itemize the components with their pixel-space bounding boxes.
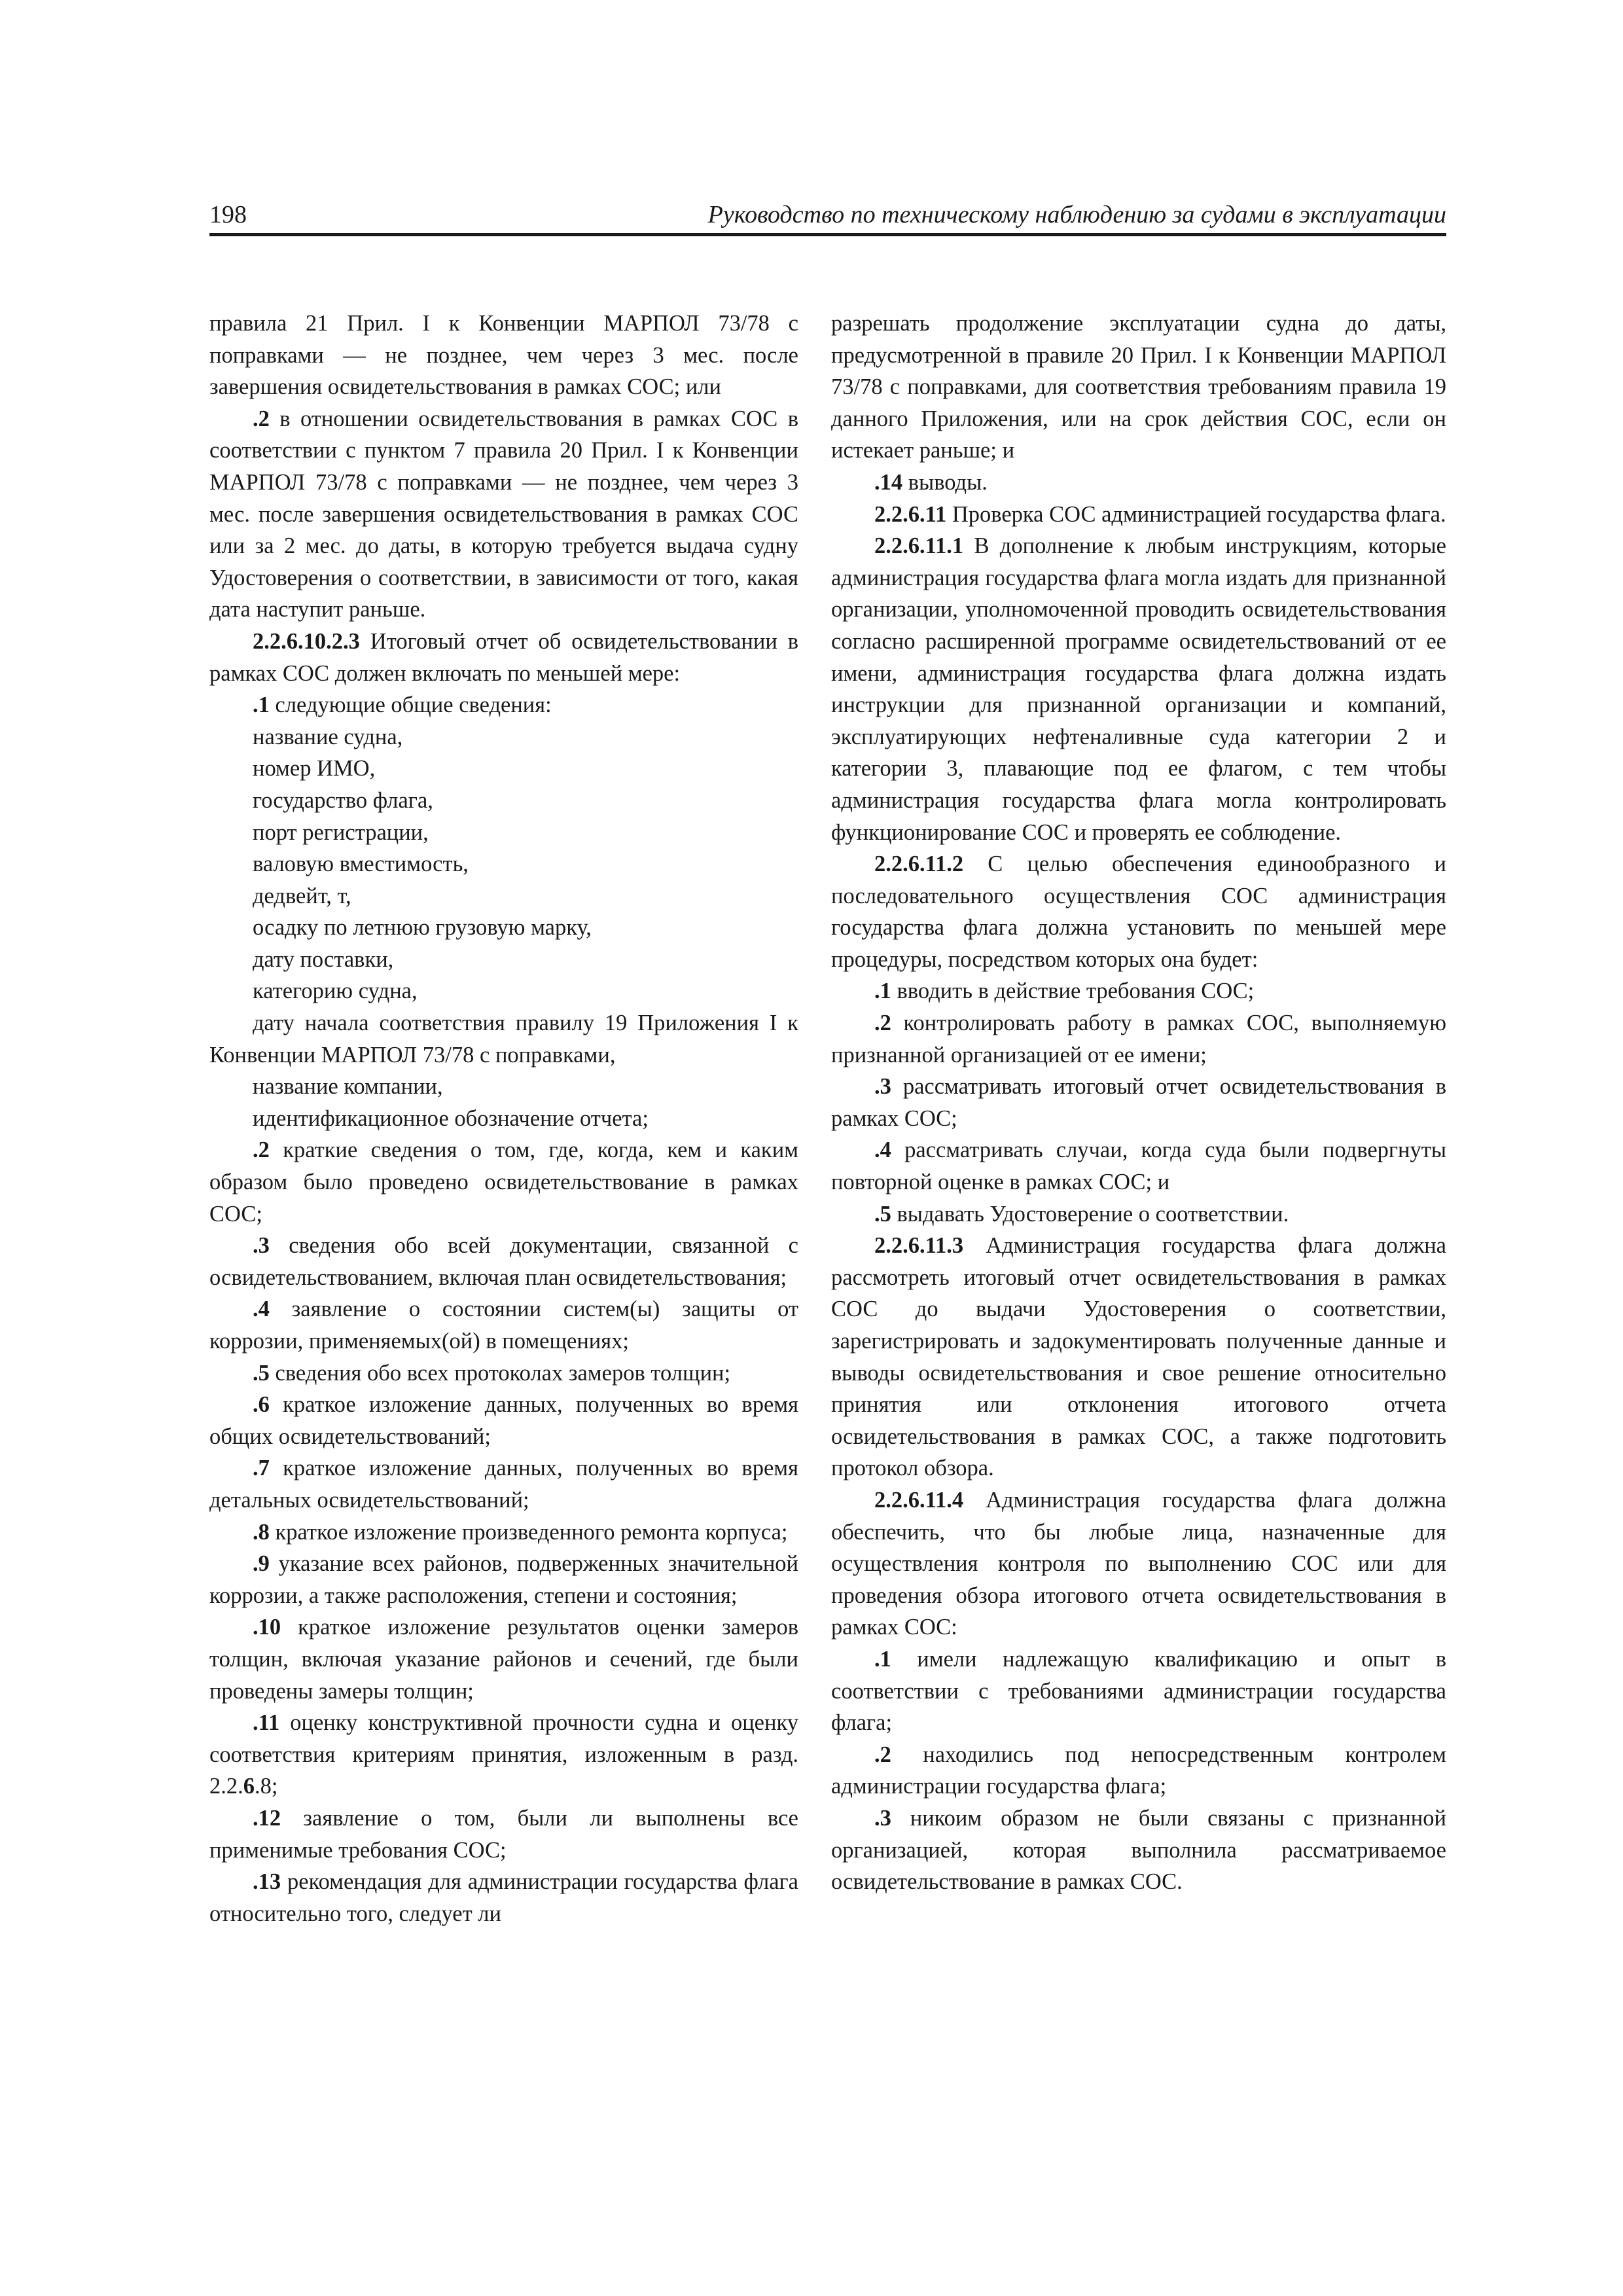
- item-number: .3: [253, 1233, 270, 1259]
- list-line: категорию судна,: [253, 978, 418, 1004]
- paragraph-text: Администрация государства флага должна обеспечить, что бы любые лица, назначенные для осуществления контроля по выполнению СОС или для проведения обзора итогового отчета освидетельствования в рамках СОС:: [831, 1487, 1446, 1640]
- section-number: 2.2.6.11.2: [874, 852, 964, 877]
- item-number: .5: [874, 1201, 891, 1227]
- list-line: государство флага,: [253, 787, 433, 813]
- item-number: .2: [874, 1742, 891, 1767]
- list-item: [209, 689, 798, 721]
- paragraph-text: вводить в действие требования СОС;: [891, 978, 1255, 1004]
- paragraph-text: рассматривать случаи, когда суда были подвергнуты повторной оценке в рамках СОС; и: [831, 1138, 1446, 1195]
- list-item: [831, 1198, 1446, 1230]
- list-item: [831, 975, 1446, 1007]
- list-line: название судна,: [253, 724, 403, 749]
- paragraph-text: заявление о состоянии систем(ы) защиты от коррозии, применяемых(ой) в помещениях;: [209, 1297, 798, 1354]
- paragraph-text: рассматривать итоговый отчет освидетельствования в рамках СОС;: [831, 1074, 1446, 1131]
- page-header: [209, 196, 1446, 236]
- list-item: [831, 1134, 1446, 1198]
- paragraph-text: Администрация государства флага должна рассмотреть итоговый отчет освидетельствования в рамках СОС до выдачи Удостоверения о соответствии, зарегистрировать и задокументировать полученные данные и выводы освидетельствования и свое решение относительно принятия или отклонения итогового отчета освидетельствования в рамках СОС, а также подготовить протокол обзора.: [831, 1233, 1446, 1481]
- section-number: 2.2.6.11.3: [874, 1233, 964, 1259]
- paragraph-text: Проверка СОС администрацией государства флага.: [946, 501, 1446, 527]
- paragraph-text: краткие сведения о том, где, когда, кем и каким образом было проведено освидетельствование в рамках СОС;: [209, 1138, 798, 1227]
- paragraph-text: рекомендация для администрации государства флага относительно того, следует ли: [209, 1869, 798, 1926]
- paragraph-text: никоим образом не были связаны с признанной организацией, которая выполнила рассматриваемое освидетельствование в рамках СОС.: [831, 1805, 1446, 1895]
- paragraph-text: краткое изложение данных, полученных во время детальных освидетельствований;: [209, 1456, 798, 1513]
- list-item: [209, 1452, 798, 1516]
- list-item: [209, 1548, 798, 1611]
- item-number: .1: [253, 692, 270, 718]
- paragraph-text: имели надлежащую квалификацию и опыт в соответствии с требованиями администрации государства флага;: [831, 1646, 1446, 1736]
- list-line: порт регистрации,: [253, 819, 429, 845]
- item-number: .4: [253, 1297, 270, 1322]
- paragraph-text: краткое изложение результатов оценки замеров толщин, включая указание районов и сечений, где были проведены замеры толщин;: [209, 1615, 798, 1704]
- list-item: [831, 1071, 1446, 1134]
- page-number: 198: [209, 201, 247, 228]
- item-number: .12: [253, 1805, 281, 1831]
- list-item: [209, 1357, 798, 1390]
- paragraph-text: следующие общие сведения:: [269, 692, 552, 718]
- section-number: 2.2.6.11: [874, 501, 947, 527]
- item-number: .1: [874, 978, 891, 1004]
- list-item: [209, 1389, 798, 1452]
- section-paragraph: [831, 499, 1446, 531]
- paragraph-text: сведения обо всей документации, связанной с освидетельствованием, включая план освидетельствования;: [209, 1233, 798, 1290]
- item-number: .10: [253, 1615, 281, 1640]
- paragraph: разрешать продолжение эксплуатации судна до даты, предусмотренной в правиле 20 Прил. I к Конвенции МАРПОЛ 73/78 с поправками, для соответствия требованиям правила 19 данного Приложения, или на срок действия СОС, если он истекает раньше; и: [831, 311, 1446, 463]
- paragraph: правила 21 Прил. I к Конвенции МАРПОЛ 73/78 с поправками — не позднее, чем через 3 мес. после завершения освидетельствования в рамках СОС; или: [209, 311, 798, 400]
- section-paragraph: [831, 1230, 1446, 1484]
- section-paragraph: [831, 848, 1446, 975]
- section-number: 2.2.6.10.2.3: [253, 628, 360, 654]
- item-number: .7: [253, 1456, 270, 1481]
- paragraph-text: краткое изложение произведенного ремонта корпуса;: [269, 1519, 788, 1545]
- section-paragraph: [831, 530, 1446, 848]
- list-item: [831, 1643, 1446, 1739]
- list-item: [209, 1803, 798, 1866]
- section-paragraph: [209, 626, 798, 689]
- paragraph-text: заявление о том, были ли выполнены все применимые требования СОС;: [209, 1805, 798, 1863]
- item-number: .2: [874, 1011, 891, 1036]
- item-number: .2: [253, 406, 270, 431]
- paragraph-text: С целью обеспечения единообразного и последовательного осуществления СОС администрация государства флага должна установить по меньшей мере процедуры, посредством которых она будет:: [831, 852, 1446, 972]
- item-number: .6: [253, 1392, 270, 1418]
- item-number: .1: [874, 1646, 891, 1672]
- left-column: [209, 308, 798, 1929]
- list-item: [831, 1739, 1446, 1803]
- list-line: дату поставки,: [253, 946, 394, 972]
- paragraph-text: указание всех районов, подверженных значительной коррозии, а также расположения, степени и состояния;: [209, 1551, 798, 1608]
- list-item: [209, 1866, 798, 1929]
- list-item: [209, 1293, 798, 1357]
- list-line: осадку по летнюю грузовую марку,: [253, 915, 592, 941]
- item-number: .14: [874, 469, 903, 495]
- list-line: идентификационное обозначение отчета;: [253, 1105, 649, 1131]
- section-number: 2.2.6.11.1: [874, 533, 964, 559]
- paragraph-text: выдавать Удостоверение о соответствии.: [891, 1201, 1289, 1227]
- paragraph-text: в отношении освидетельствования в рамках СОС в соответствии с пунктом 7 правила 20 Прил. I к Конвенции МАРПОЛ 73/78 с поправками — не позднее, чем через 3 мес. после завершения освидетельствования в рамках СОС или за 2 мес. до даты, в которую требуется выдача судну Удостоверения о соответствии, в зависимости от того, какая дата наступит раньше.: [209, 406, 798, 622]
- paragraph-text: Итоговый отчет об освидетельствовании в рамках СОС должен включать по меньшей мере:: [209, 628, 798, 686]
- item-number: .11: [253, 1710, 280, 1736]
- list-item: [209, 1611, 798, 1707]
- paragraph: [209, 403, 798, 626]
- paragraph-text: оценку конструктивной прочности судна и оценку соответствия критериям принятия, изложенным в разд. 2.2.: [209, 1710, 798, 1799]
- item-number: .8: [253, 1519, 270, 1545]
- paragraph-text: В дополнение к любым инструкциям, которые администрация государства флага могла издать для признанной организации, уполномоченной проводить освидетельствования согласно расширенной программе освидетельствований от ее имени, администрация государства флага должна издать инструкции для признанной организации и компаний, эксплуатирующих нефтеналивные суда категории 2 и категории 3, плавающие под ее флагом, с тем чтобы администрация государства флага могла контролировать функционирование СОС и проверять ее соблюдение.: [831, 533, 1446, 845]
- item-number: .13: [253, 1869, 281, 1895]
- item-number: .3: [874, 1074, 891, 1100]
- list-line: название компании,: [253, 1074, 443, 1100]
- paragraph-text: краткое изложение данных, полученных во время общих освидетельствований;: [209, 1392, 798, 1449]
- paragraph-text: .8;: [255, 1774, 278, 1799]
- item-number: .3: [874, 1805, 891, 1831]
- list-line: дату начала соответствия правилу 19 Приложения I к Конвенции МАРПОЛ 73/78 с поправками,: [209, 1011, 798, 1067]
- list-item: [209, 1230, 798, 1293]
- item-number: .2: [253, 1138, 270, 1163]
- item-number: .5: [253, 1360, 270, 1386]
- list-line: валовую вместимость,: [253, 852, 469, 877]
- section-paragraph: [831, 1484, 1446, 1643]
- list-item: [209, 1707, 798, 1803]
- list-line: номер ИМО,: [253, 756, 376, 781]
- list-line: дедвейт, т,: [253, 883, 351, 908]
- item-number: .4: [874, 1138, 891, 1163]
- item-number: .9: [253, 1551, 270, 1577]
- list-item: [209, 1516, 798, 1549]
- paragraph-text: контролировать работу в рамках СОС, выполняемую признанной организацией от ее имени;: [831, 1011, 1446, 1067]
- list-item: [209, 1134, 798, 1230]
- paragraph-text: выводы.: [902, 469, 988, 495]
- paragraph-text: находились под непосредственным контролем администрации государства флага;: [831, 1742, 1446, 1799]
- list-item: [831, 1803, 1446, 1898]
- list-item: [831, 1007, 1446, 1071]
- paragraph-text: сведения обо всех протоколах замеров толщин;: [269, 1360, 731, 1386]
- list-item: [831, 467, 1446, 499]
- right-column: [831, 308, 1446, 1898]
- section-number: 2.2.6.11.4: [874, 1487, 964, 1513]
- running-title: Руководство по техническому наблюдению за судами в эксплуатации: [707, 201, 1446, 228]
- bold-digit: 6: [243, 1774, 255, 1799]
